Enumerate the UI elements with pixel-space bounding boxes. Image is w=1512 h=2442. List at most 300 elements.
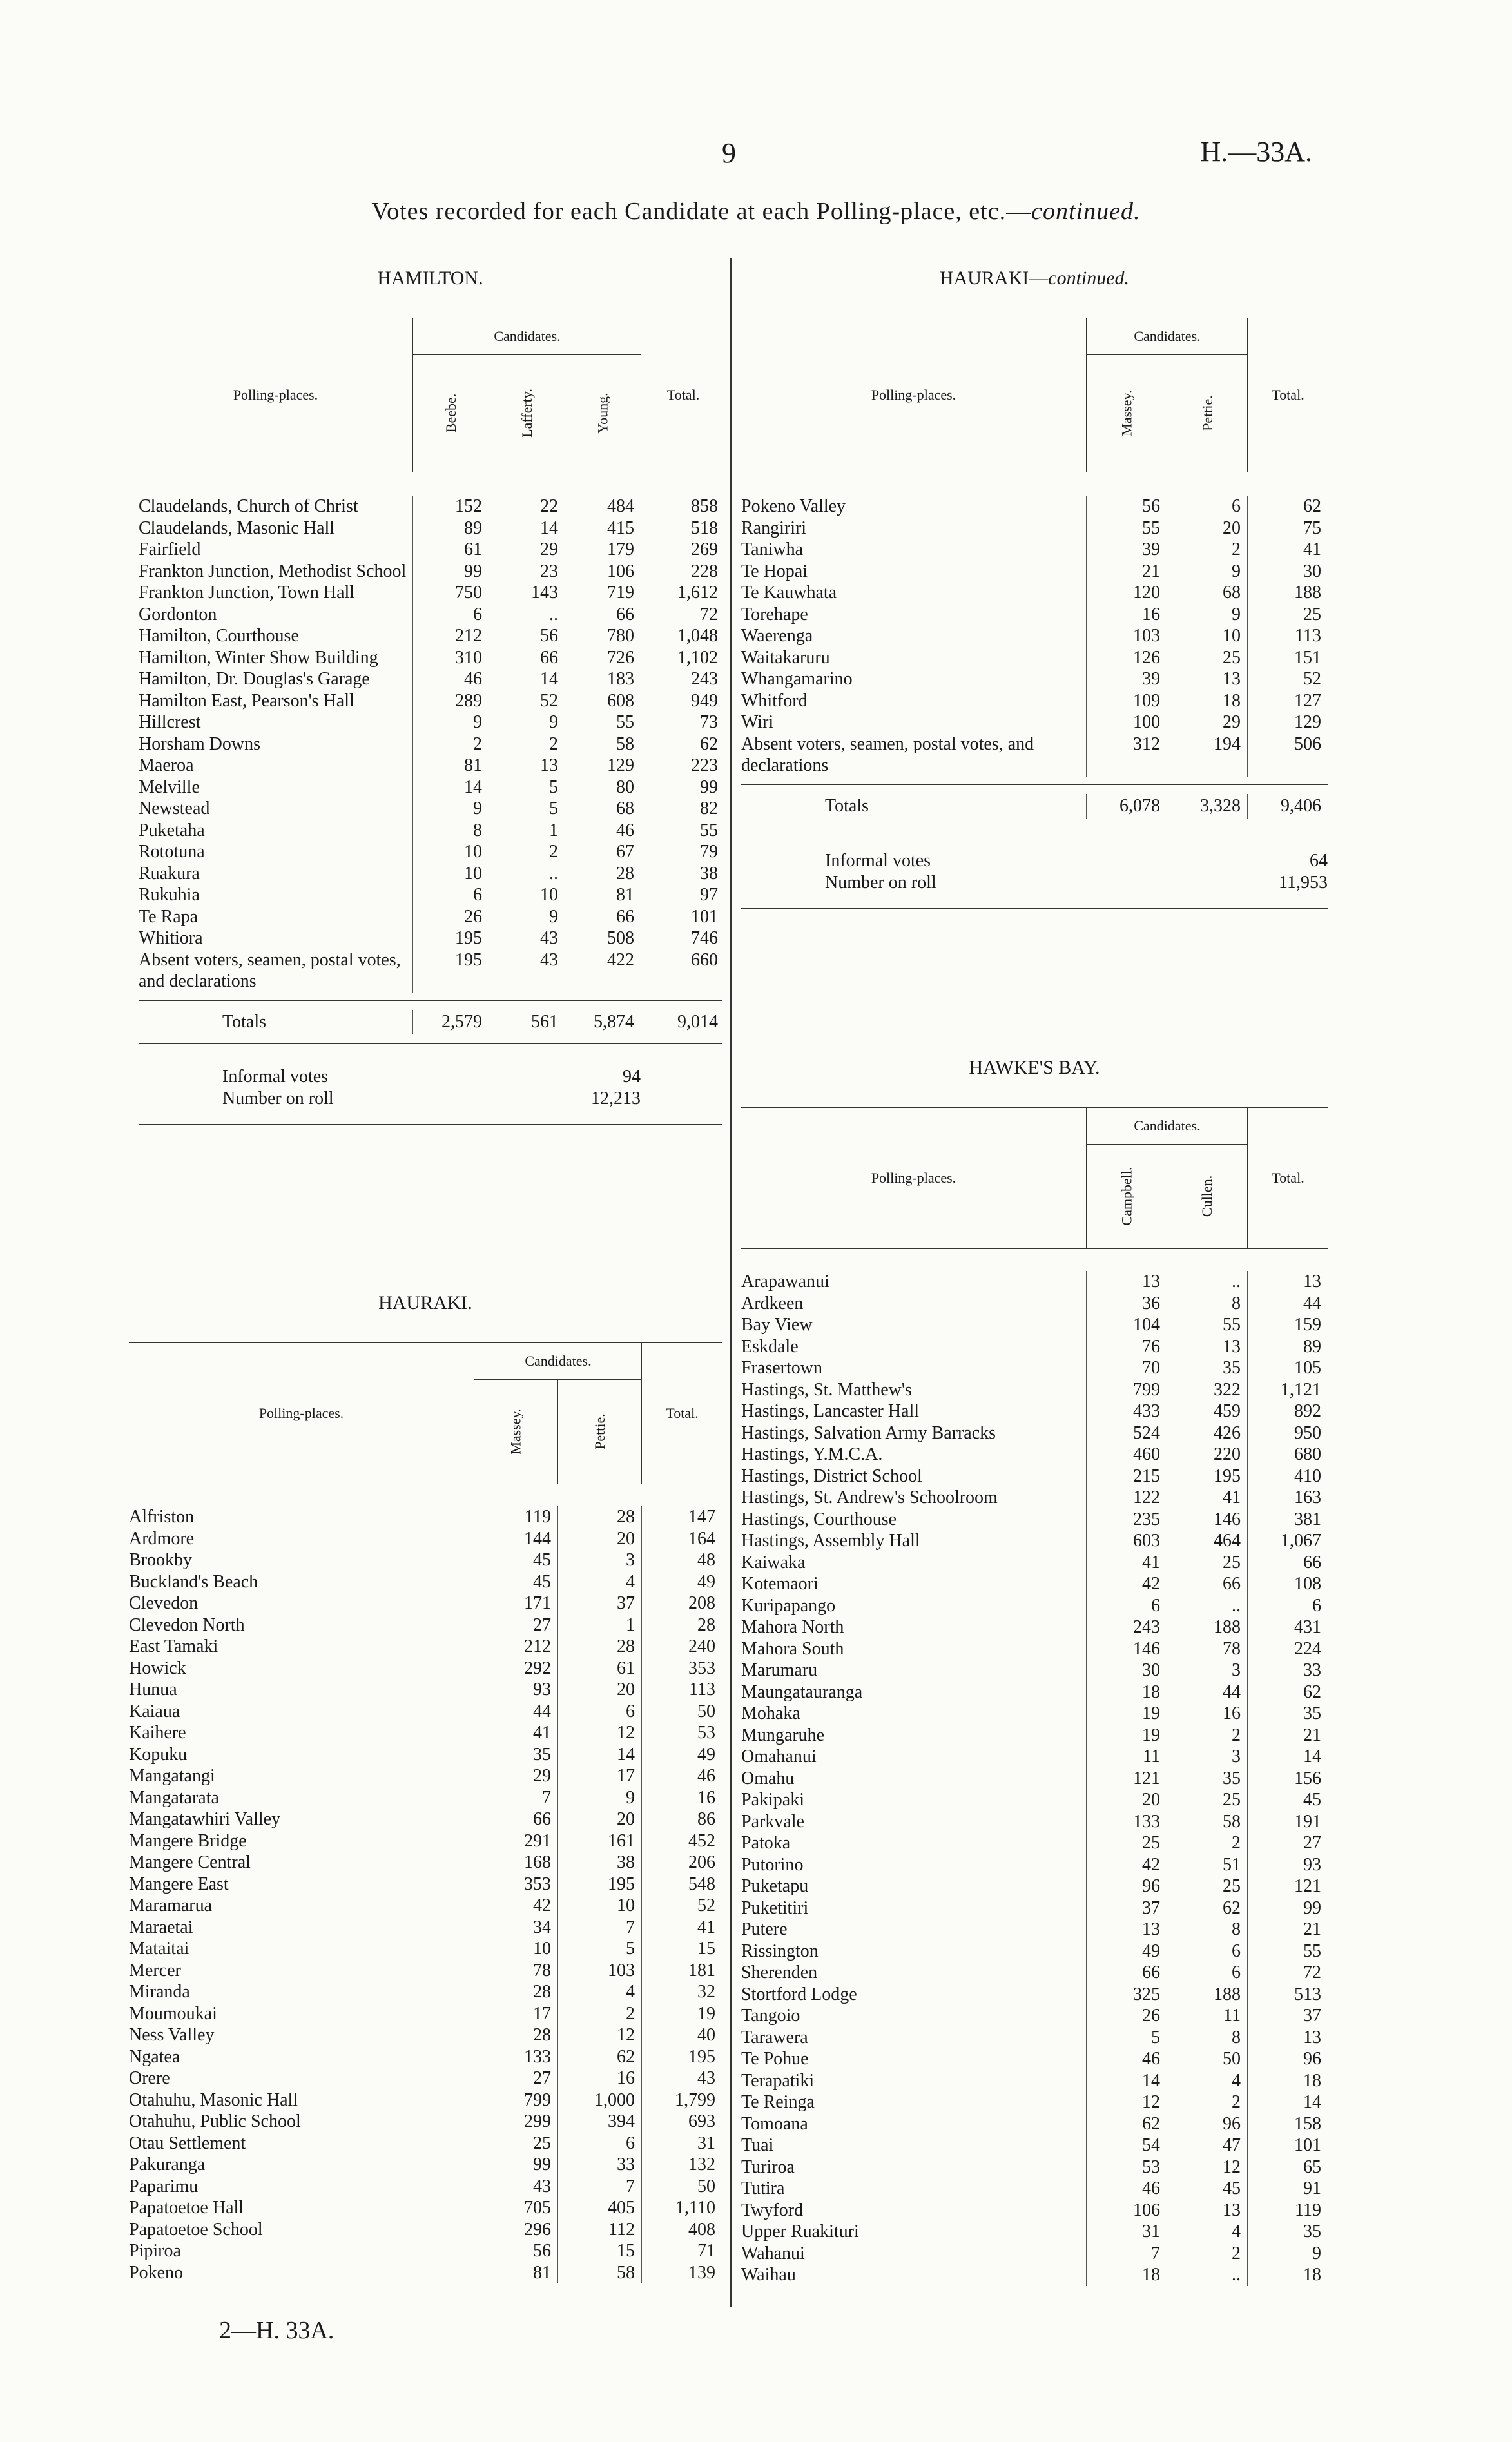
candidate-name-text: Campbell. bbox=[1118, 1167, 1135, 1226]
page-footer: 2—H. 33A. bbox=[219, 2317, 334, 2344]
polling-place-name: Marumaru bbox=[741, 1660, 818, 1680]
vote-count: 14 bbox=[1086, 2070, 1167, 2092]
vote-count: 20 bbox=[557, 1679, 641, 1701]
table-row bbox=[129, 2024, 722, 2046]
row-total: 119 bbox=[1247, 2200, 1328, 2222]
polling-place-name: Ardkeen bbox=[741, 1293, 804, 1313]
table-row bbox=[741, 1919, 1328, 1941]
polling-place-name: Howick bbox=[129, 1658, 186, 1678]
vote-count: 5 bbox=[1086, 2027, 1167, 2049]
table-row bbox=[129, 1874, 722, 1895]
table-row bbox=[129, 1917, 722, 1939]
vote-count: 51 bbox=[1167, 1854, 1247, 1876]
candidate-name-header bbox=[1167, 354, 1248, 472]
polling-places-header: Polling-places. bbox=[233, 387, 318, 403]
vote-count: 55 bbox=[1086, 518, 1167, 539]
vote-count: 2 bbox=[1167, 2091, 1247, 2113]
vote-count: 2 bbox=[1167, 1725, 1247, 1747]
total-header: Total. bbox=[1247, 318, 1328, 472]
page-title-text: Votes recorded for each Candidate at each Polling-place, etc.— bbox=[371, 198, 1032, 225]
polling-place-name: Kaiwaka bbox=[741, 1552, 806, 1573]
polling-place-name: Tangoio bbox=[741, 2006, 800, 2026]
row-total: 52 bbox=[1247, 668, 1328, 690]
vote-count: 212 bbox=[412, 625, 489, 647]
vote-count: 215 bbox=[1086, 1466, 1167, 1487]
row-total: 408 bbox=[641, 2219, 722, 2241]
vote-count: 25 bbox=[1167, 1875, 1247, 1897]
table-row bbox=[129, 1722, 722, 1744]
row-total: 41 bbox=[641, 1917, 722, 1939]
row-total: 99 bbox=[1247, 1897, 1328, 1919]
polling-place-name: Pipiroa bbox=[129, 2241, 181, 2261]
vote-count: 27 bbox=[474, 2068, 557, 2089]
vote-count: 9 bbox=[412, 798, 489, 820]
vote-count: 6 bbox=[412, 884, 489, 906]
table-row bbox=[741, 2221, 1328, 2243]
candidate-name-header bbox=[412, 354, 489, 472]
vote-count: 8 bbox=[412, 820, 489, 842]
vote-count: 353 bbox=[474, 1874, 557, 1895]
vote-count: 99 bbox=[412, 561, 489, 583]
polling-place-name: Clevedon North bbox=[129, 1614, 245, 1635]
vote-count: 4 bbox=[557, 1571, 641, 1593]
table-row bbox=[741, 518, 1328, 539]
row-total: 18 bbox=[1247, 2264, 1328, 2286]
vote-count: 415 bbox=[565, 518, 641, 539]
vote-count: 47 bbox=[1167, 2135, 1247, 2156]
row-total: 228 bbox=[641, 561, 724, 583]
vote-count: 10 bbox=[412, 841, 489, 863]
table-row bbox=[741, 1336, 1328, 1358]
candidate-name-text: Pettie. bbox=[591, 1413, 608, 1449]
table-row bbox=[741, 496, 1328, 518]
vote-count: 2 bbox=[1167, 1832, 1247, 1854]
vote-count: 13 bbox=[489, 755, 565, 777]
row-total: 49 bbox=[641, 1571, 722, 1593]
vote-count: 28 bbox=[557, 1506, 641, 1528]
polling-place-name: Te Pohue bbox=[741, 2049, 809, 2069]
vote-count: 4 bbox=[557, 1981, 641, 2003]
polling-place-name: Whangamarino bbox=[741, 669, 853, 689]
vote-count: 34 bbox=[474, 1917, 557, 1939]
vote-count: 120 bbox=[1086, 582, 1167, 604]
row-total: 55 bbox=[1247, 1941, 1328, 1962]
row-total: 105 bbox=[1247, 1357, 1328, 1379]
table-row bbox=[129, 1744, 722, 1766]
vote-count: 50 bbox=[1167, 2048, 1247, 2070]
table-row bbox=[741, 2070, 1328, 2092]
polling-place-name: Kaihere bbox=[129, 1723, 186, 1743]
vote-count: 25 bbox=[1167, 647, 1247, 669]
row-total: 66 bbox=[1247, 1552, 1328, 1574]
vote-count: 6 bbox=[1086, 1595, 1167, 1617]
vote-count: 7 bbox=[1086, 2243, 1167, 2265]
row-total: 93 bbox=[1247, 1854, 1328, 1876]
vote-count: 2 bbox=[489, 841, 565, 863]
polling-place-name: Mahora South bbox=[741, 1638, 844, 1659]
vote-count: 5 bbox=[489, 798, 565, 820]
polling-place-name: Hastings, Y.M.C.A. bbox=[741, 1444, 883, 1464]
polling-place-name: Pakuranga bbox=[129, 2155, 206, 2175]
vote-count: 43 bbox=[489, 927, 565, 949]
row-total: 1,110 bbox=[641, 2197, 722, 2219]
vote-count: 28 bbox=[474, 2024, 557, 2046]
polling-place-name: Whitford bbox=[741, 690, 808, 711]
table-row bbox=[741, 1379, 1328, 1401]
row-total: 19 bbox=[641, 2003, 722, 2025]
table-row bbox=[741, 625, 1328, 647]
row-total: 35 bbox=[1247, 1703, 1328, 1725]
vote-count: 126 bbox=[1086, 647, 1167, 669]
table-row bbox=[741, 1703, 1328, 1725]
row-total: 55 bbox=[641, 820, 724, 842]
row-total: 75 bbox=[1247, 518, 1328, 539]
polling-place-name: Hamilton, Dr. Douglas's Garage bbox=[139, 669, 370, 689]
table-row bbox=[129, 1830, 722, 1852]
vote-count: 6 bbox=[1167, 1941, 1247, 1962]
hamilton-table-header bbox=[139, 318, 722, 472]
vote-count: .. bbox=[1167, 1271, 1247, 1293]
row-total: 410 bbox=[1247, 1466, 1328, 1487]
table-row bbox=[139, 668, 722, 690]
polling-place-name: Maeroa bbox=[139, 755, 194, 775]
polling-place-name: Mangatarata bbox=[129, 1787, 219, 1808]
row-total: 97 bbox=[641, 884, 724, 906]
table-row bbox=[129, 1593, 722, 1614]
vote-count: 1 bbox=[489, 820, 565, 842]
polling-place-name: Pakipaki bbox=[741, 1790, 804, 1810]
table-row bbox=[139, 582, 722, 604]
vote-count: 422 bbox=[565, 949, 641, 993]
polling-place-name: Kotemaori bbox=[741, 1574, 819, 1594]
row-total: 746 bbox=[641, 927, 724, 949]
table-row bbox=[129, 1938, 722, 1960]
table-row bbox=[139, 777, 722, 799]
vote-count: 23 bbox=[489, 561, 565, 583]
row-total: 680 bbox=[1247, 1444, 1328, 1466]
polling-place-name: Eskdale bbox=[741, 1336, 799, 1357]
row-total: 181 bbox=[641, 1960, 722, 1982]
polling-place-name: Rissington bbox=[741, 1941, 819, 1961]
candidate-name-text: Massey. bbox=[507, 1408, 524, 1455]
row-total: 101 bbox=[1247, 2135, 1328, 2156]
polling-place-name: Hamilton East, Pearson's Hall bbox=[139, 690, 354, 711]
table-row bbox=[741, 1725, 1328, 1747]
vote-count: 325 bbox=[1086, 1984, 1167, 2006]
polling-place-name: Putere bbox=[741, 1919, 788, 1939]
row-total: 13 bbox=[1247, 2027, 1328, 2049]
table-row bbox=[741, 2048, 1328, 2070]
polling-places-header: Polling-places. bbox=[871, 1170, 956, 1186]
vote-count: 66 bbox=[489, 647, 565, 669]
row-total: 159 bbox=[1247, 1314, 1328, 1336]
vote-count: 28 bbox=[557, 1636, 641, 1658]
vote-count: 2 bbox=[489, 733, 565, 755]
vote-count: 243 bbox=[1086, 1616, 1167, 1638]
polling-place-name: Otahuhu, Masonic Hall bbox=[129, 2089, 298, 2110]
row-total: 79 bbox=[641, 841, 724, 863]
vote-count: 41 bbox=[1086, 1552, 1167, 1574]
polling-place-name: Hastings, Lancaster Hall bbox=[741, 1401, 920, 1421]
table-row bbox=[139, 518, 722, 539]
polling-place-name: Waihau bbox=[741, 2265, 796, 2285]
row-total: 99 bbox=[641, 777, 724, 799]
row-total: 43 bbox=[641, 2068, 722, 2089]
vote-count: 55 bbox=[565, 712, 641, 733]
table-row bbox=[741, 1573, 1328, 1595]
polling-place-name: Hastings, District School bbox=[741, 1466, 922, 1486]
polling-place-name: Hastings, Courthouse bbox=[741, 1509, 897, 1529]
section-rule bbox=[139, 1124, 722, 1125]
number-on-roll-value: 11,953 bbox=[1279, 872, 1328, 893]
table-row bbox=[741, 1875, 1328, 1897]
vote-count: 17 bbox=[557, 1765, 641, 1787]
row-total: 163 bbox=[1247, 1487, 1328, 1509]
table-row bbox=[741, 1660, 1328, 1681]
table-row bbox=[741, 2113, 1328, 2135]
table-row bbox=[741, 1811, 1328, 1833]
vote-count: 13 bbox=[1167, 668, 1247, 690]
vote-count: 12 bbox=[557, 1722, 641, 1744]
polling-place-name: Hastings, Assembly Hall bbox=[741, 1531, 920, 1551]
row-total: 48 bbox=[641, 1549, 722, 1571]
totals-value: 2,579 bbox=[412, 1010, 489, 1034]
row-total: 518 bbox=[641, 518, 724, 539]
vote-count: 133 bbox=[474, 2046, 557, 2068]
polling-place-name: Maungatauranga bbox=[741, 1681, 863, 1702]
polling-place-name: Moumoukai bbox=[129, 2003, 217, 2024]
vote-count: 12 bbox=[557, 2024, 641, 2046]
number-on-roll-line bbox=[825, 872, 1328, 894]
informal-votes-line bbox=[222, 1066, 722, 1088]
row-total: 27 bbox=[1247, 1832, 1328, 1854]
row-total: 147 bbox=[641, 1506, 722, 1528]
table-row bbox=[741, 1789, 1328, 1811]
table-row bbox=[741, 2243, 1328, 2265]
polling-place-name: Hamilton, Courthouse bbox=[139, 626, 299, 646]
candidates-header: Candidates. bbox=[412, 318, 641, 355]
vote-count: 66 bbox=[565, 604, 641, 626]
hauraki-continued-section bbox=[741, 267, 1328, 909]
vote-count: 22 bbox=[489, 496, 565, 518]
table-row bbox=[129, 1808, 722, 1830]
vote-count: 45 bbox=[1167, 2178, 1247, 2200]
row-total: 62 bbox=[1247, 496, 1328, 518]
vote-count: 81 bbox=[565, 884, 641, 906]
hauraki-continued-table-header bbox=[741, 318, 1328, 472]
vote-count: 484 bbox=[565, 496, 641, 518]
polling-place-name: Mangatangi bbox=[129, 1766, 215, 1786]
vote-count: 143 bbox=[489, 582, 565, 604]
polling-place-name: Claudelands, Masonic Hall bbox=[139, 518, 335, 538]
row-total: 37 bbox=[1247, 2005, 1328, 2027]
vote-count: 296 bbox=[474, 2219, 557, 2241]
candidate-name-text: Lafferty. bbox=[518, 389, 535, 438]
polling-place-name: Twyford bbox=[741, 2200, 804, 2220]
vote-count: 62 bbox=[1086, 2113, 1167, 2135]
vote-count: 195 bbox=[557, 1874, 641, 1895]
vote-count: 30 bbox=[1086, 1660, 1167, 1681]
vote-count: 3 bbox=[1167, 1746, 1247, 1768]
vote-count: 13 bbox=[1167, 1336, 1247, 1358]
polling-place-name: Stortford Lodge bbox=[741, 1984, 857, 2004]
vote-count: 212 bbox=[474, 1636, 557, 1658]
vote-count: 80 bbox=[565, 777, 641, 799]
table-row bbox=[741, 1595, 1328, 1617]
vote-count: 109 bbox=[1086, 690, 1167, 712]
vote-count: 8 bbox=[1167, 1293, 1247, 1315]
vote-count: 405 bbox=[557, 2197, 641, 2219]
polling-place-name: Ngatea bbox=[129, 2046, 180, 2067]
table-row bbox=[741, 1530, 1328, 1552]
polling-place-name: Hunua bbox=[129, 1680, 177, 1700]
polling-place-name: Mahora North bbox=[741, 1617, 844, 1637]
hamilton-table-body bbox=[139, 472, 722, 1125]
vote-count: 96 bbox=[1086, 1875, 1167, 1897]
vote-count: 62 bbox=[1167, 1897, 1247, 1919]
vote-count: .. bbox=[1167, 2264, 1247, 2286]
total-header: Total. bbox=[641, 1343, 722, 1484]
row-total: 151 bbox=[1247, 647, 1328, 669]
vote-count: 61 bbox=[557, 1658, 641, 1680]
polling-place-name: Frasertown bbox=[741, 1358, 822, 1378]
totals-row bbox=[139, 1000, 722, 1044]
polling-place-name: Ruakura bbox=[139, 863, 200, 884]
vote-count: 70 bbox=[1086, 1357, 1167, 1379]
polling-place-name: Mercer bbox=[129, 1960, 181, 1981]
row-total: 188 bbox=[1247, 582, 1328, 604]
summary-block bbox=[139, 1066, 722, 1110]
table-row bbox=[139, 884, 722, 906]
polling-place-name: Te Reinga bbox=[741, 2092, 815, 2112]
polling-place-name: Hastings, Salvation Army Barracks bbox=[741, 1422, 996, 1443]
vote-count: 13 bbox=[1167, 2200, 1247, 2222]
table-row bbox=[741, 1271, 1328, 1293]
vote-count: 19 bbox=[1086, 1703, 1167, 1725]
table-row bbox=[741, 561, 1328, 583]
row-total: 21 bbox=[1247, 1725, 1328, 1747]
table-row bbox=[129, 1960, 722, 1982]
vote-count: 10 bbox=[474, 1938, 557, 1960]
row-total: 353 bbox=[641, 1658, 722, 1680]
table-row bbox=[129, 1787, 722, 1809]
table-row bbox=[741, 1941, 1328, 1962]
vote-count: 4 bbox=[1167, 2070, 1247, 2092]
table-row bbox=[741, 1768, 1328, 1790]
vote-count: 62 bbox=[557, 2046, 641, 2068]
grand-total: 9,406 bbox=[1247, 794, 1328, 819]
polling-place-name: Papatoetoe Hall bbox=[129, 2198, 244, 2218]
vote-count: .. bbox=[489, 604, 565, 626]
row-total: 31 bbox=[641, 2133, 722, 2155]
row-total: 158 bbox=[1247, 2113, 1328, 2135]
polling-place-name: Mangere East bbox=[129, 1874, 229, 1894]
vote-count: 25 bbox=[1086, 1832, 1167, 1854]
vote-count: 42 bbox=[1086, 1573, 1167, 1595]
totals-label: Totals bbox=[825, 795, 869, 816]
totals-value: 561 bbox=[489, 1010, 565, 1034]
table-row bbox=[741, 2005, 1328, 2027]
row-total: 892 bbox=[1247, 1400, 1328, 1422]
candidate-name-text: Beebe. bbox=[443, 393, 459, 433]
row-total: 35 bbox=[1247, 2221, 1328, 2243]
polling-place-name: Gordonton bbox=[139, 604, 217, 625]
table-row bbox=[139, 863, 722, 885]
vote-count: 27 bbox=[474, 1614, 557, 1636]
polling-place-name: Tarawera bbox=[741, 2027, 808, 2048]
vote-count: 10 bbox=[557, 1895, 641, 1917]
row-total: 71 bbox=[641, 2240, 722, 2262]
vote-count: 93 bbox=[474, 1679, 557, 1701]
vote-count: 58 bbox=[557, 2262, 641, 2284]
vote-count: 19 bbox=[1086, 1725, 1167, 1747]
vote-count: 9 bbox=[489, 712, 565, 733]
vote-count: 41 bbox=[1167, 1487, 1247, 1509]
vote-count: 14 bbox=[489, 668, 565, 690]
vote-count: 459 bbox=[1167, 1400, 1247, 1422]
vote-count: 18 bbox=[1167, 690, 1247, 712]
polling-place-name: Parkvale bbox=[741, 1811, 804, 1832]
vote-count: 6 bbox=[1167, 496, 1247, 518]
vote-count: 58 bbox=[1167, 1811, 1247, 1833]
candidate-name-text: Cullen. bbox=[1199, 1175, 1216, 1217]
polling-place-name: Ardmore bbox=[129, 1528, 195, 1549]
row-total: 1,799 bbox=[641, 2089, 722, 2111]
polling-place-name: Horsham Downs bbox=[139, 733, 260, 754]
polling-place-name: Fairfield bbox=[139, 539, 201, 559]
row-total: 25 bbox=[1247, 604, 1328, 626]
polling-place-name: Hamilton, Winter Show Building bbox=[139, 647, 378, 668]
vote-count: 8 bbox=[1167, 1919, 1247, 1941]
polling-place-name: Putorino bbox=[741, 1854, 804, 1875]
polling-place-name: Kaiaua bbox=[129, 1701, 180, 1721]
vote-count: 3 bbox=[1167, 1660, 1247, 1681]
grand-total: 9,014 bbox=[641, 1010, 724, 1034]
informal-votes-line bbox=[825, 850, 1328, 872]
table-row bbox=[129, 1981, 722, 2003]
row-total: 506 bbox=[1247, 733, 1328, 777]
table-row bbox=[741, 2178, 1328, 2200]
vote-count: 20 bbox=[557, 1528, 641, 1550]
table-row bbox=[741, 604, 1328, 626]
row-total: 46 bbox=[641, 1765, 722, 1787]
row-total: 73 bbox=[641, 712, 724, 733]
table-row bbox=[741, 1487, 1328, 1509]
row-total: 548 bbox=[641, 1874, 722, 1895]
table-row bbox=[741, 1897, 1328, 1919]
vote-count: 183 bbox=[565, 668, 641, 690]
vote-count: 44 bbox=[474, 1701, 557, 1723]
polling-place-name: East Tamaki bbox=[129, 1636, 218, 1656]
hawkes-bay-table-body bbox=[741, 1249, 1328, 2286]
row-total: 91 bbox=[1247, 2178, 1328, 2200]
polling-place-name: Otau Settlement bbox=[129, 2133, 246, 2153]
column-divider bbox=[730, 258, 732, 2307]
vote-count: 81 bbox=[474, 2262, 557, 2284]
polling-place-name: Puketitiri bbox=[741, 1897, 809, 1918]
hauraki-continued-title-cont: continued. bbox=[1048, 267, 1130, 289]
vote-count: .. bbox=[1167, 1595, 1247, 1617]
polling-place-name: Wahanui bbox=[741, 2243, 805, 2263]
table-row bbox=[129, 2046, 722, 2068]
vote-count: 78 bbox=[1167, 1638, 1247, 1660]
vote-count: 310 bbox=[412, 647, 489, 669]
polling-place-name: Pokeno Valley bbox=[741, 496, 846, 516]
table-row bbox=[741, 1509, 1328, 1531]
table-row bbox=[129, 1636, 722, 1658]
table-row bbox=[741, 1400, 1328, 1422]
vote-count: 799 bbox=[474, 2089, 557, 2111]
